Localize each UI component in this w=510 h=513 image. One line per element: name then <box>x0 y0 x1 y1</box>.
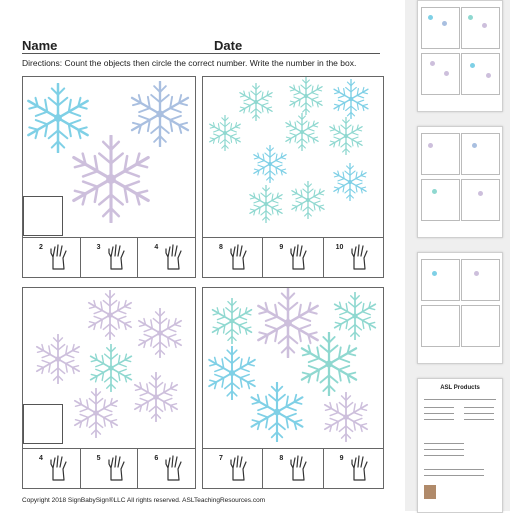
thumb-title: ASL Products <box>440 385 480 391</box>
asl-hand-icon <box>350 454 370 482</box>
snowflake-icon <box>321 392 371 442</box>
snowflake-icon <box>131 372 181 422</box>
page-thumbnail-4[interactable] <box>417 378 503 513</box>
header-line <box>22 53 380 54</box>
page-thumbnail-1[interactable] <box>417 0 503 112</box>
choice-cell[interactable] <box>81 238 139 277</box>
number-choices <box>203 448 383 488</box>
snowflake-icon <box>85 290 135 340</box>
snowflake-icon <box>331 79 371 119</box>
snowflake-icon <box>327 117 365 155</box>
choice-cell[interactable] <box>23 238 81 277</box>
choice-number: 6 <box>154 455 159 462</box>
choice-number: 2 <box>39 244 43 251</box>
choice-number: 4 <box>154 244 159 251</box>
asl-hand-icon <box>289 243 309 271</box>
asl-hand-icon <box>229 243 249 271</box>
choice-number: 7 <box>219 455 223 462</box>
choice-cell[interactable] <box>203 238 263 277</box>
snowflake-icon <box>251 145 289 183</box>
snowflake-icon <box>67 135 155 223</box>
number-choices <box>23 237 195 277</box>
name-label: Name <box>22 38 58 53</box>
snowflake-icon <box>331 163 369 201</box>
choice-number: 5 <box>96 455 101 462</box>
choice-cell[interactable] <box>81 449 139 488</box>
choice-number: 9 <box>339 455 344 462</box>
snowflake-icon <box>87 344 135 392</box>
choice-number: 9 <box>279 244 284 251</box>
choice-cell[interactable] <box>138 238 195 277</box>
snowflake-icon <box>289 181 327 219</box>
asl-hand-icon <box>229 454 249 482</box>
copyright-text: Copyright 2018 SignBabySign®LLC All rights reserved. ASLTeachingResources.com <box>22 497 266 504</box>
snowflake-icon <box>247 185 285 223</box>
asl-hand-icon <box>350 243 370 271</box>
snowflake-icon <box>209 298 255 344</box>
panel-4 <box>202 287 384 489</box>
snowflake-icon <box>135 308 185 358</box>
choice-number: 10 <box>335 244 344 251</box>
asl-hand-icon <box>107 454 127 482</box>
answer-box[interactable] <box>23 404 63 444</box>
asl-hand-icon <box>164 454 184 482</box>
choice-number: 4 <box>39 455 43 462</box>
asl-hand-icon <box>107 243 127 271</box>
choice-cell[interactable] <box>263 449 323 488</box>
snowflake-icon <box>287 77 325 115</box>
asl-hand-icon <box>49 454 69 482</box>
number-choices <box>203 237 383 277</box>
asl-hand-icon <box>49 243 69 271</box>
snowflake-icon <box>247 382 307 442</box>
choice-number: 8 <box>219 244 223 251</box>
choice-number: 3 <box>96 244 101 251</box>
page-thumbnail-2[interactable] <box>417 126 503 238</box>
choice-cell[interactable] <box>263 238 323 277</box>
choice-cell[interactable] <box>324 238 383 277</box>
thumbnail-sidebar <box>405 0 510 511</box>
choice-number: 8 <box>279 455 284 462</box>
date-label: Date <box>214 38 243 53</box>
choice-cell[interactable] <box>203 449 263 488</box>
choice-cell[interactable] <box>23 449 81 488</box>
directions: Directions: Count the objects then circle the correct number. Write the number in the box. <box>22 58 357 68</box>
panel-2 <box>202 76 384 278</box>
panel-3 <box>22 287 196 489</box>
asl-hand-icon <box>289 454 309 482</box>
panel-1 <box>22 76 196 278</box>
choice-cell[interactable] <box>138 449 195 488</box>
snowflake-icon <box>207 115 243 151</box>
snowflake-icon <box>33 334 83 384</box>
number-choices <box>23 448 195 488</box>
choice-cell[interactable] <box>324 449 383 488</box>
answer-box[interactable] <box>23 196 63 236</box>
asl-hand-icon <box>164 243 184 271</box>
page-thumbnail-3[interactable] <box>417 252 503 364</box>
snowflake-icon <box>71 388 121 438</box>
